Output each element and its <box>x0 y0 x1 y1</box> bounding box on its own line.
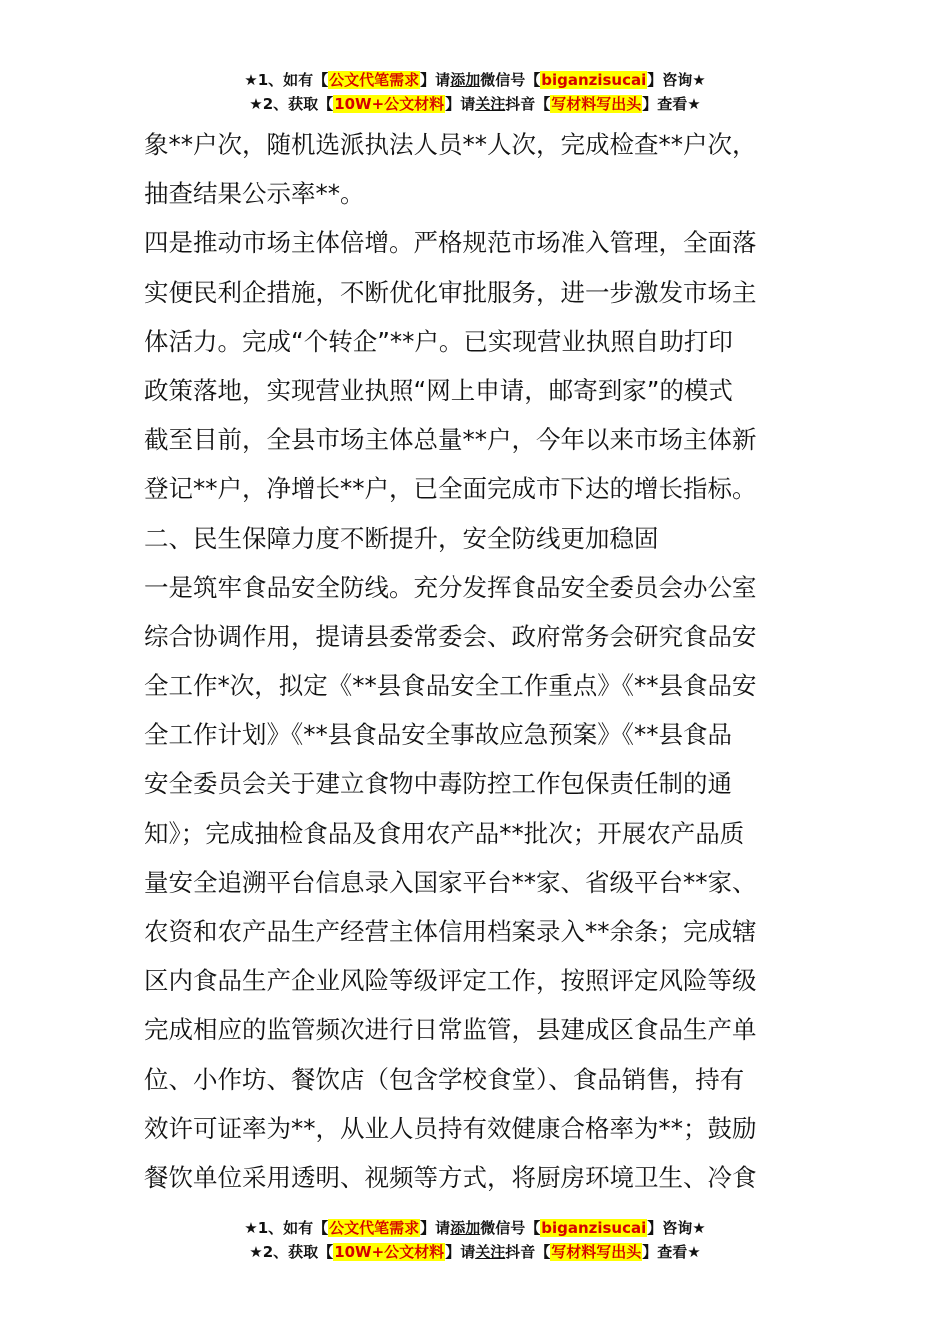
text-line: 象**户次，随机选派执法人员**人次，完成检查**户次， <box>144 130 757 159</box>
text-line: 完成相应的监管频次进行日常监管，县建成区食品生产单 <box>144 1015 757 1045</box>
text-line: 知》；完成抽检食品及食用农产品**批次；开展农产品质 <box>144 818 745 848</box>
highlight-wechat-id: biganzisucai <box>541 1219 647 1237</box>
text-line: 政策落地，实现营业执照“网上申请，邮寄到家”的模式 <box>144 375 733 405</box>
text-line: 位、小作坊、餐饮店（包含学校食堂）、食品销售，持有 <box>144 1064 745 1094</box>
highlight-ghostwriting: 公文代笔需求 <box>329 1219 420 1237</box>
highlight-materials: 10W+公文材料 <box>334 1243 445 1261</box>
highlight-douyin: 写材料写出头 <box>551 95 642 113</box>
text-line: 一是筑牢食品安全防线。充分发挥食品安全委员会办公室 <box>144 572 757 602</box>
text-line: 全工作*次，拟定《**县食品安全工作重点》《**县食品安 <box>144 671 757 701</box>
text-line: 体活力。完成“个转企”**户。已实现营业执照自助打印 <box>144 326 733 356</box>
header-banner <box>0 68 950 116</box>
banner-line-1: ★1、如有【公文代笔需求】请添加微信号【biganzisucai】咨询★ <box>244 1219 706 1237</box>
text-line: 区内食品生产企业风险等级评定工作，按照评定风险等级 <box>144 966 757 996</box>
text-line: 效许可证率为**，从业人员持有效健康合格率为**；鼓励 <box>144 1113 757 1143</box>
text-line: 登记**户，净增长**户，已全面完成市下达的增长指标。 <box>144 474 757 504</box>
text-line: 安全委员会关于建立食物中毒防控工作包保责任制的通 <box>144 769 732 799</box>
text-line: 全工作计划》《**县食品安全事故应急预案》《**县食品 <box>144 720 732 750</box>
text-line: 实便民利企措施，不断优化审批服务，进一步激发市场主 <box>144 277 757 307</box>
footer-banner <box>0 1216 950 1264</box>
document-body <box>144 120 824 1202</box>
text-line: 截至目前，全县市场主体总量**户，今年以来市场主体新 <box>144 425 757 455</box>
banner-line-1: ★1、如有【公文代笔需求】请添加微信号【biganzisucai】咨询★ <box>244 71 706 89</box>
highlight-materials: 10W+公文材料 <box>334 95 445 113</box>
highlight-douyin: 写材料写出头 <box>551 1243 642 1261</box>
text-line: 农资和农产品生产经营主体信用档案录入**余条；完成辖 <box>144 917 757 946</box>
banner-line-2: ★2、获取【10W+公文材料】请关注抖音【写材料写出头】查看★ <box>249 1243 701 1261</box>
text-line: 量安全追溯平台信息录入国家平台**家、省级平台**家、 <box>144 867 757 897</box>
banner-line-2: ★2、获取【10W+公文材料】请关注抖音【写材料写出头】查看★ <box>249 95 701 113</box>
highlight-ghostwriting: 公文代笔需求 <box>329 71 420 89</box>
section-heading: 二、民生保障力度不断提升，安全防线更加稳固 <box>144 523 659 553</box>
text-line: 餐饮单位采用透明、视频等方式，将厨房环境卫生、冷食 <box>144 1162 757 1192</box>
text-line: 综合协调作用，提请县委常委会、政府常务会研究食品安 <box>144 621 757 651</box>
text-line: 抽查结果公示率**。 <box>144 179 365 209</box>
text-line: 四是推动市场主体倍增。严格规范市场准入管理，全面落 <box>144 228 757 258</box>
highlight-wechat-id: biganzisucai <box>541 71 647 89</box>
